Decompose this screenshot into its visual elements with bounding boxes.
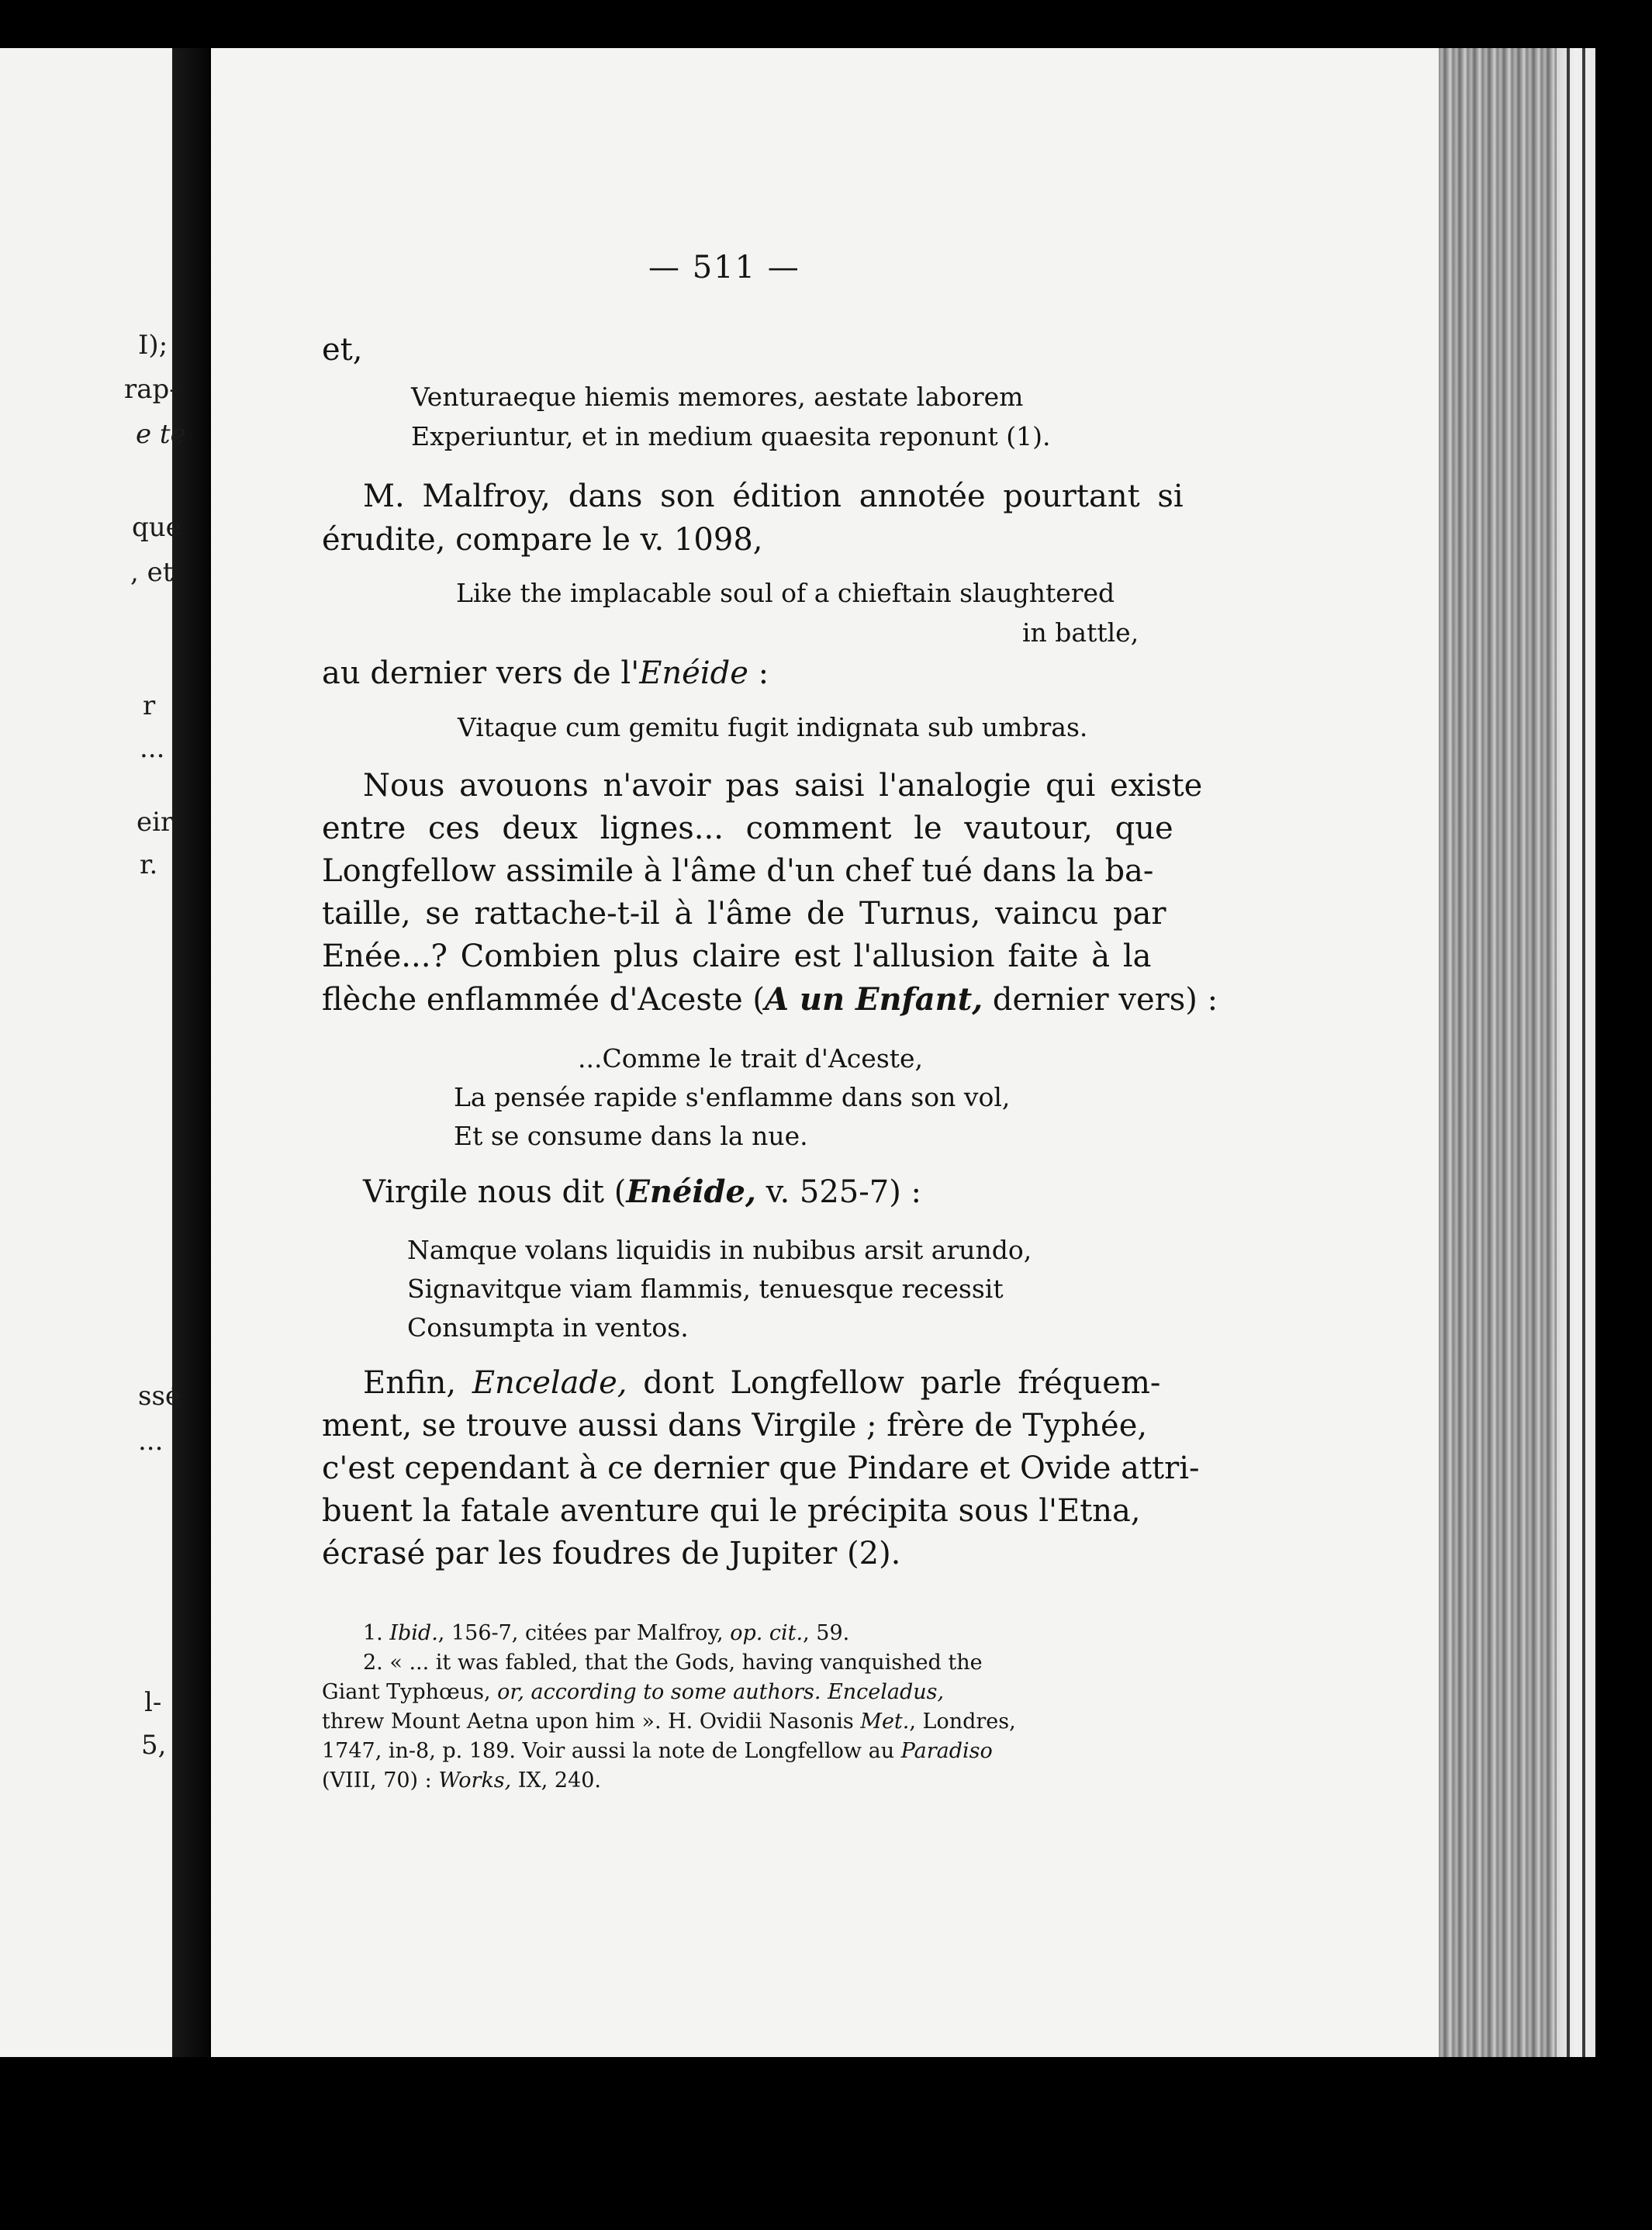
verse-line: La pensée rapide s'enflamme dans son vol, [454, 1082, 1011, 1112]
verse-line: Signavitque viam flammis, tenuesque recessit [407, 1274, 1004, 1304]
left-page-fragment: , et [130, 557, 174, 588]
quote-line: Like the implacable soul of a chieftain slaughtered [456, 578, 1115, 608]
left-page-fragment: r [143, 690, 156, 721]
text-line: buent la fatale aventure qui le précipita sous l'Etna, [322, 1493, 1141, 1529]
footnote-line: (VIII, 70) : Works, IX, 240. [322, 1768, 602, 1793]
left-page-fragment: l- [144, 1687, 162, 1718]
text-line: érudite, compare le v. 1098, [322, 522, 763, 558]
text-line: taille, se rattache-t-il à l'âme de Turnus, vaincu par [322, 896, 1166, 932]
text-line: ment, se trouve aussi dans Virgile ; frère de Typhée, [322, 1408, 1148, 1443]
left-page-fragment: ... [140, 733, 165, 764]
text-line: Virgile nous dit (Enéide, v. 525-7) : [363, 1174, 921, 1210]
text-line: c'est cependant à ce dernier que Pindare et Ovide attri- [322, 1450, 1200, 1486]
page-edge-line [1567, 48, 1570, 2057]
text-line: entre ces deux lignes... comment le vautour, que [322, 811, 1173, 846]
text-line: au dernier vers de l'Enéide : [322, 655, 769, 691]
footnote-line: 1747, in-8, p. 189. Voir aussi la note de Longfellow au Paradiso [322, 1739, 993, 1763]
quote-line: in battle, [1022, 617, 1139, 648]
text-line: Longfellow assimile à l'âme d'un chef tué dans la ba- [322, 853, 1154, 889]
page-edge-line [1582, 48, 1585, 2057]
footnote-line: 2. « ... it was fabled, that the Gods, having vanquished the [363, 1651, 983, 1675]
page-stack-edge-light [1557, 48, 1595, 2057]
text-line: Enée...? Combien plus claire est l'allusion faite à la [322, 939, 1152, 974]
left-page-fragment: ... [138, 1426, 164, 1457]
page-number: — 511 — [648, 250, 800, 285]
text-line: Nous avouons n'avoir pas saisi l'analogie qui existe [363, 768, 1203, 804]
text-line: flèche enflammée d'Aceste (A un Enfant, dernier vers) : [322, 981, 1218, 1018]
verse-line: Et se consume dans la nue. [454, 1121, 808, 1151]
page-stack-edge [1439, 48, 1557, 2057]
verse-line: Consumpta in ventos. [407, 1312, 689, 1343]
text-line: et, [322, 332, 363, 368]
verse-line: Namque volans liquidis in nubibus arsit arundo, [407, 1235, 1032, 1265]
left-page-fragment: 5, [141, 1730, 167, 1761]
footnote-line: 1. Ibid., 156-7, citées par Malfroy, op. cit., 59. [363, 1621, 850, 1645]
left-page-fragment: I); [138, 330, 168, 361]
verse-line: ...Comme le trait d'Aceste, [578, 1043, 924, 1074]
book-gutter [172, 48, 209, 2057]
verse-line: Venturaeque hiemis memores, aestate laborem [411, 382, 1024, 412]
left-page-fragment: rap- [124, 374, 178, 405]
text-line: M. Malfroy, dans son édition annotée pourtant si [363, 479, 1184, 514]
footnote-line: threw Mount Aetna upon him ». H. Ovidii Nasonis Met., Londres, [322, 1710, 1016, 1734]
verse-line: Experiuntur, et in medium quaesita reponunt (1). [411, 421, 1051, 451]
text-line: écrasé par les foudres de Jupiter (2). [322, 1536, 901, 1571]
footnote-line: Giant Typhœus, or, according to some authors. Enceladus, [322, 1680, 945, 1704]
text-line: Enfin, Encelade, dont Longfellow parle fréquem- [363, 1365, 1161, 1401]
left-page-fragment: ssé [138, 1381, 181, 1412]
left-page-fragment: eir [137, 807, 174, 838]
left-page-fragment: que [132, 512, 181, 543]
left-page-fragment: e te [136, 419, 186, 450]
left-page-fragment: r. [140, 849, 158, 880]
verse-line: Vitaque cum gemitu fugit indignata sub umbras. [458, 712, 1088, 742]
